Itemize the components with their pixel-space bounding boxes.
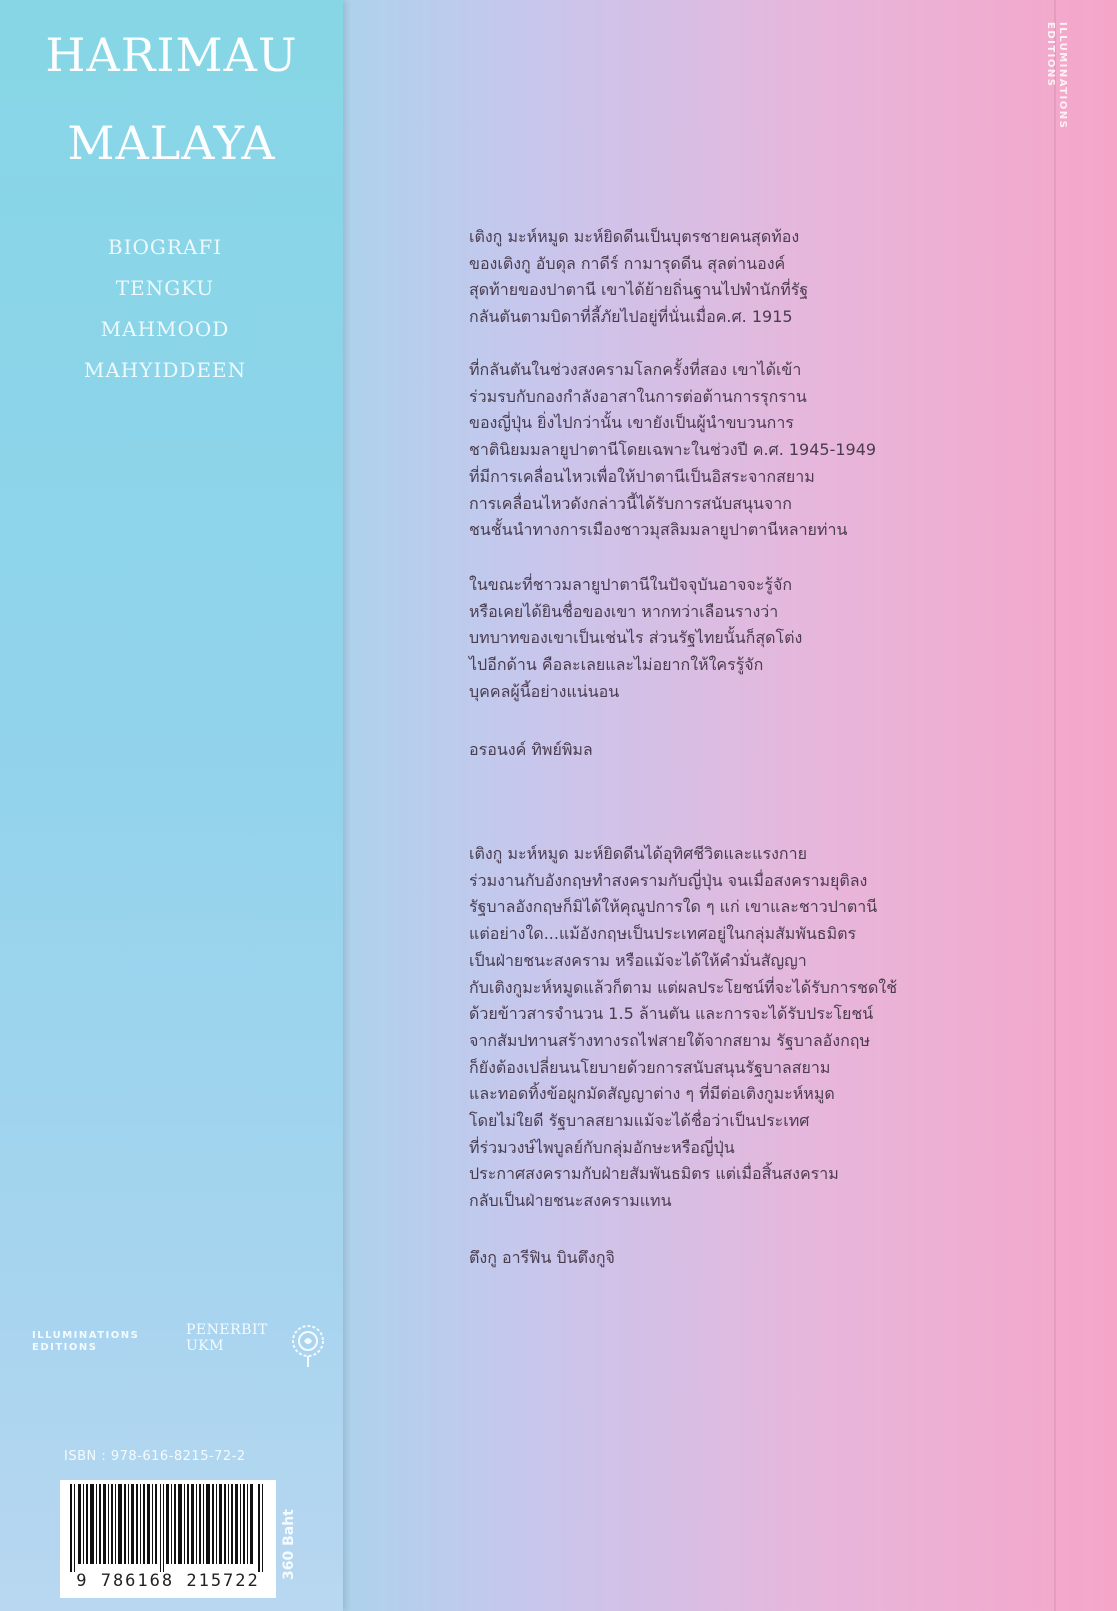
flap-subtitle-line-1: BIOGRAFI	[107, 235, 223, 259]
flap-subtitle-line-3: MAHMOOD	[100, 317, 230, 341]
isbn-label: ISBN : 978-616-8215-72-2	[64, 1449, 246, 1464]
barcode-number: 9 786168 215722	[76, 1571, 260, 1591]
flap-subtitle-line-4: MAHYIDDEEN	[83, 358, 247, 382]
spine-fold	[1054, 0, 1056, 1611]
penerbit-ukm-logo: PENERBIT UKM	[186, 1322, 268, 1354]
blurb-signature-2: ตึงกู อารีฟิน บินตึงกูจิ	[469, 1248, 615, 1267]
barcode-icon	[68, 1484, 268, 1572]
barcode	[60, 1480, 276, 1598]
price-label: 360 Baht	[281, 1509, 297, 1580]
flap-title-line-1: HARIMAU	[45, 28, 298, 82]
flap-title-line-2: MALAYA	[67, 116, 276, 170]
blurb-paragraph-3: ในขณะที่ชาวมลายูปาตานีในปัจจุบันอาจจะรู้จัก หรือเคยได้ยินชื่อของเขา หากทว่าเลือนรางว่า บทบาทของเขาเป็นเช่นไร ส่วนรัฐไทยนั้นก็สุดโต่ง ไปอีกด้าน คือละเลยและไม่อยากให้ใครรู้จัก บุคคลผู้นี้อย่างแน่นอน	[469, 575, 803, 701]
seal-icon	[290, 1323, 326, 1369]
flap-subtitle-line-2: TENGKU	[115, 276, 215, 300]
blurb-signature-1: อรอนงค์ ทิพย์พิมล	[469, 740, 593, 759]
blurb-paragraph-1: เติงกู มะห์หมูด มะห์ยิดดีนเป็นบุตรชายคนสุดท้อง ของเติงกู อับดุล กาดีร์ กามารุดดีน สุลต่านองค์ สุดท้ายของปาตานี เขาได้ย้ายถิ่นฐานไปพำนักที่รัฐ กลันตันตามบิดาที่ลี้ภัยไปอยู่ที่นั่นเมื่อค.ศ. 1915	[469, 227, 809, 327]
illuminations-editions-logo: ILLUMINATIONS EDITIONS	[32, 1330, 140, 1353]
spine-publisher-label: ILLUMINATIONS EDITIONS	[1045, 22, 1068, 130]
front-flap	[0, 0, 343, 1611]
blurb-paragraph-4: เติงกู มะห์หมูด มะห์ยิดดีนได้อุทิศชีวิตและแรงกาย ร่วมงานกับอังกฤษทำสงครามกับญี่ปุ่น จนเมื่อสงครามยุติลง รัฐบาลอังกฤษก็มิได้ให้คุณูปการใด ๆ แก่ เขาและชาวปาตานี แต่อย่างใด...แม้อังกฤษเป็นประเทศอยู่ในกลุ่มสัมพันธมิตร เป็นฝ่ายชนะสงคราม หรือแม้จะได้ให้คำมั่นสัญญา กับเติงกูมะห์หมูดแล้วก็ตาม แต่ผลประโยชน์ที่จะได้รับการชดใช้ ด้วยข้าวสารจำนวน 1.5 ล้านตัน และการจะได้รับประโยชน์ จากสัมปทานสร้างทางรถไฟสายใต้จากสยาม รัฐบาลอังกฤษ ก็ยังต้องเปลี่ยนนโยบายด้วยการสนับสนุนรัฐบาลสยาม และทอดทิ้งข้อผูกมัดสัญญาต่าง ๆ ที่มีต่อเติงกูมะห์หมูด โดยไม่ใยดี รัฐบาลสยามแม้จะได้ชื่อว่าเป็นประเทศ ที่ร่วมวงษ์ไพบูลย์กับกลุ่มอักษะหรือญี่ปุ่น ประกาศสงครามกับฝ่ายสัมพันธมิตร แต่เมื่อสิ้นสงคราม กลับเป็นฝ่ายชนะสงครามแทน	[469, 844, 898, 1211]
blurb-paragraph-2: ที่กลันตันในช่วงสงครามโลกครั้งที่สอง เขาได้เข้า ร่วมรบกับกองกำลังอาสาในการต่อต้านการรุกราน ของญี่ปุ่น ยิ่งไปกว่านั้น เขายังเป็นผู้นำขบวนการ ชาตินิยมมลายูปาตานีโดยเฉพาะในช่วงปี ค.ศ. 1945-1949 ที่มีการเคลื่อนไหวเพื่อให้ปาตานีเป็นอิสระจากสยาม การเคลื่อนไหวดังกล่าวนี้ได้รับการสนับสนุนจาก ชนชั้นนำทางการเมืองชาวมุสลิมมลายูปาตานีหลายท่าน	[469, 360, 877, 540]
